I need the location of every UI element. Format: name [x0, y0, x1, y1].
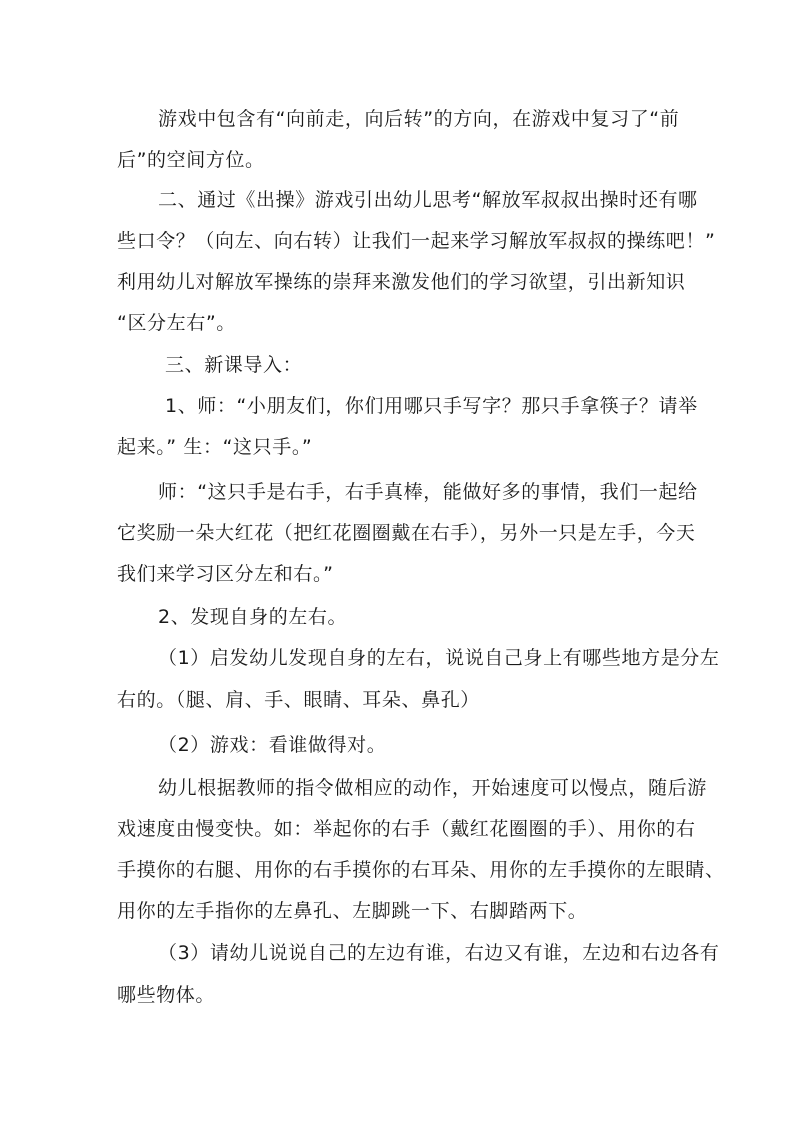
text-line: 幼儿根据教师的指令做相应的动作，开始速度可以慢点，随后游	[158, 777, 707, 799]
text-line: 起来。” 生：“这只手。”	[117, 436, 313, 458]
text-line: 些口令？（向左、向右转）让我们一起来学习解放军叔叔的操练吧！”	[117, 230, 716, 252]
text-line: 师：“这只手是右手，右手真棒，能做好多的事情，我们一起给	[158, 481, 698, 503]
section-heading: 2、发现自身的左右。	[158, 606, 348, 628]
text-line: 利用幼儿对解放军操练的崇拜来激发他们的学习欲望，引出新知识	[117, 271, 686, 293]
text-line: 它奖励一朵大红花（把红花圈圈戴在右手），另外一只是左手，今天	[117, 522, 696, 544]
text-line: （3）请幼儿说说自己的左边有谁，右边又有谁，左边和右边各有	[158, 942, 720, 964]
text-line: “区分左右”。	[117, 312, 236, 334]
text-line: 1、师：“小朋友们，你们用哪只手写字？那只手拿筷子？请举	[165, 395, 698, 417]
text-line: 哪些物体。	[117, 984, 216, 1006]
section-heading: 三、新课导入：	[165, 354, 303, 376]
text-line: 右的。（腿、肩、手、眼睛、耳朵、鼻孔）	[117, 689, 480, 711]
text-line: 用你的左手指你的左鼻孔、左脚跳一下、右脚踏两下。	[117, 900, 588, 922]
text-line: 游戏中包含有“向前走，向后转”的方向，在游戏中复习了“前	[158, 108, 680, 130]
text-line: （2）游戏：看谁做得对。	[158, 734, 387, 756]
text-line: 后”的空间方位。	[117, 149, 265, 171]
text-line: 手摸你的右腿、用你的右手摸你的右耳朵、用你的左手摸你的左眼睛、	[117, 859, 725, 881]
text-line: （1）启发幼儿发现自身的左右，说说自己身上有哪些地方是分左	[158, 647, 720, 669]
text-line: 戏速度由慢变快。如：举起你的右手（戴红花圈圈的手）、用你的右	[117, 818, 696, 840]
text-line: 二、通过《出操》游戏引出幼儿思考“解放军叔叔出操时还有哪	[158, 189, 698, 211]
text-line: 我们来学习区分左和右。”	[117, 563, 334, 585]
